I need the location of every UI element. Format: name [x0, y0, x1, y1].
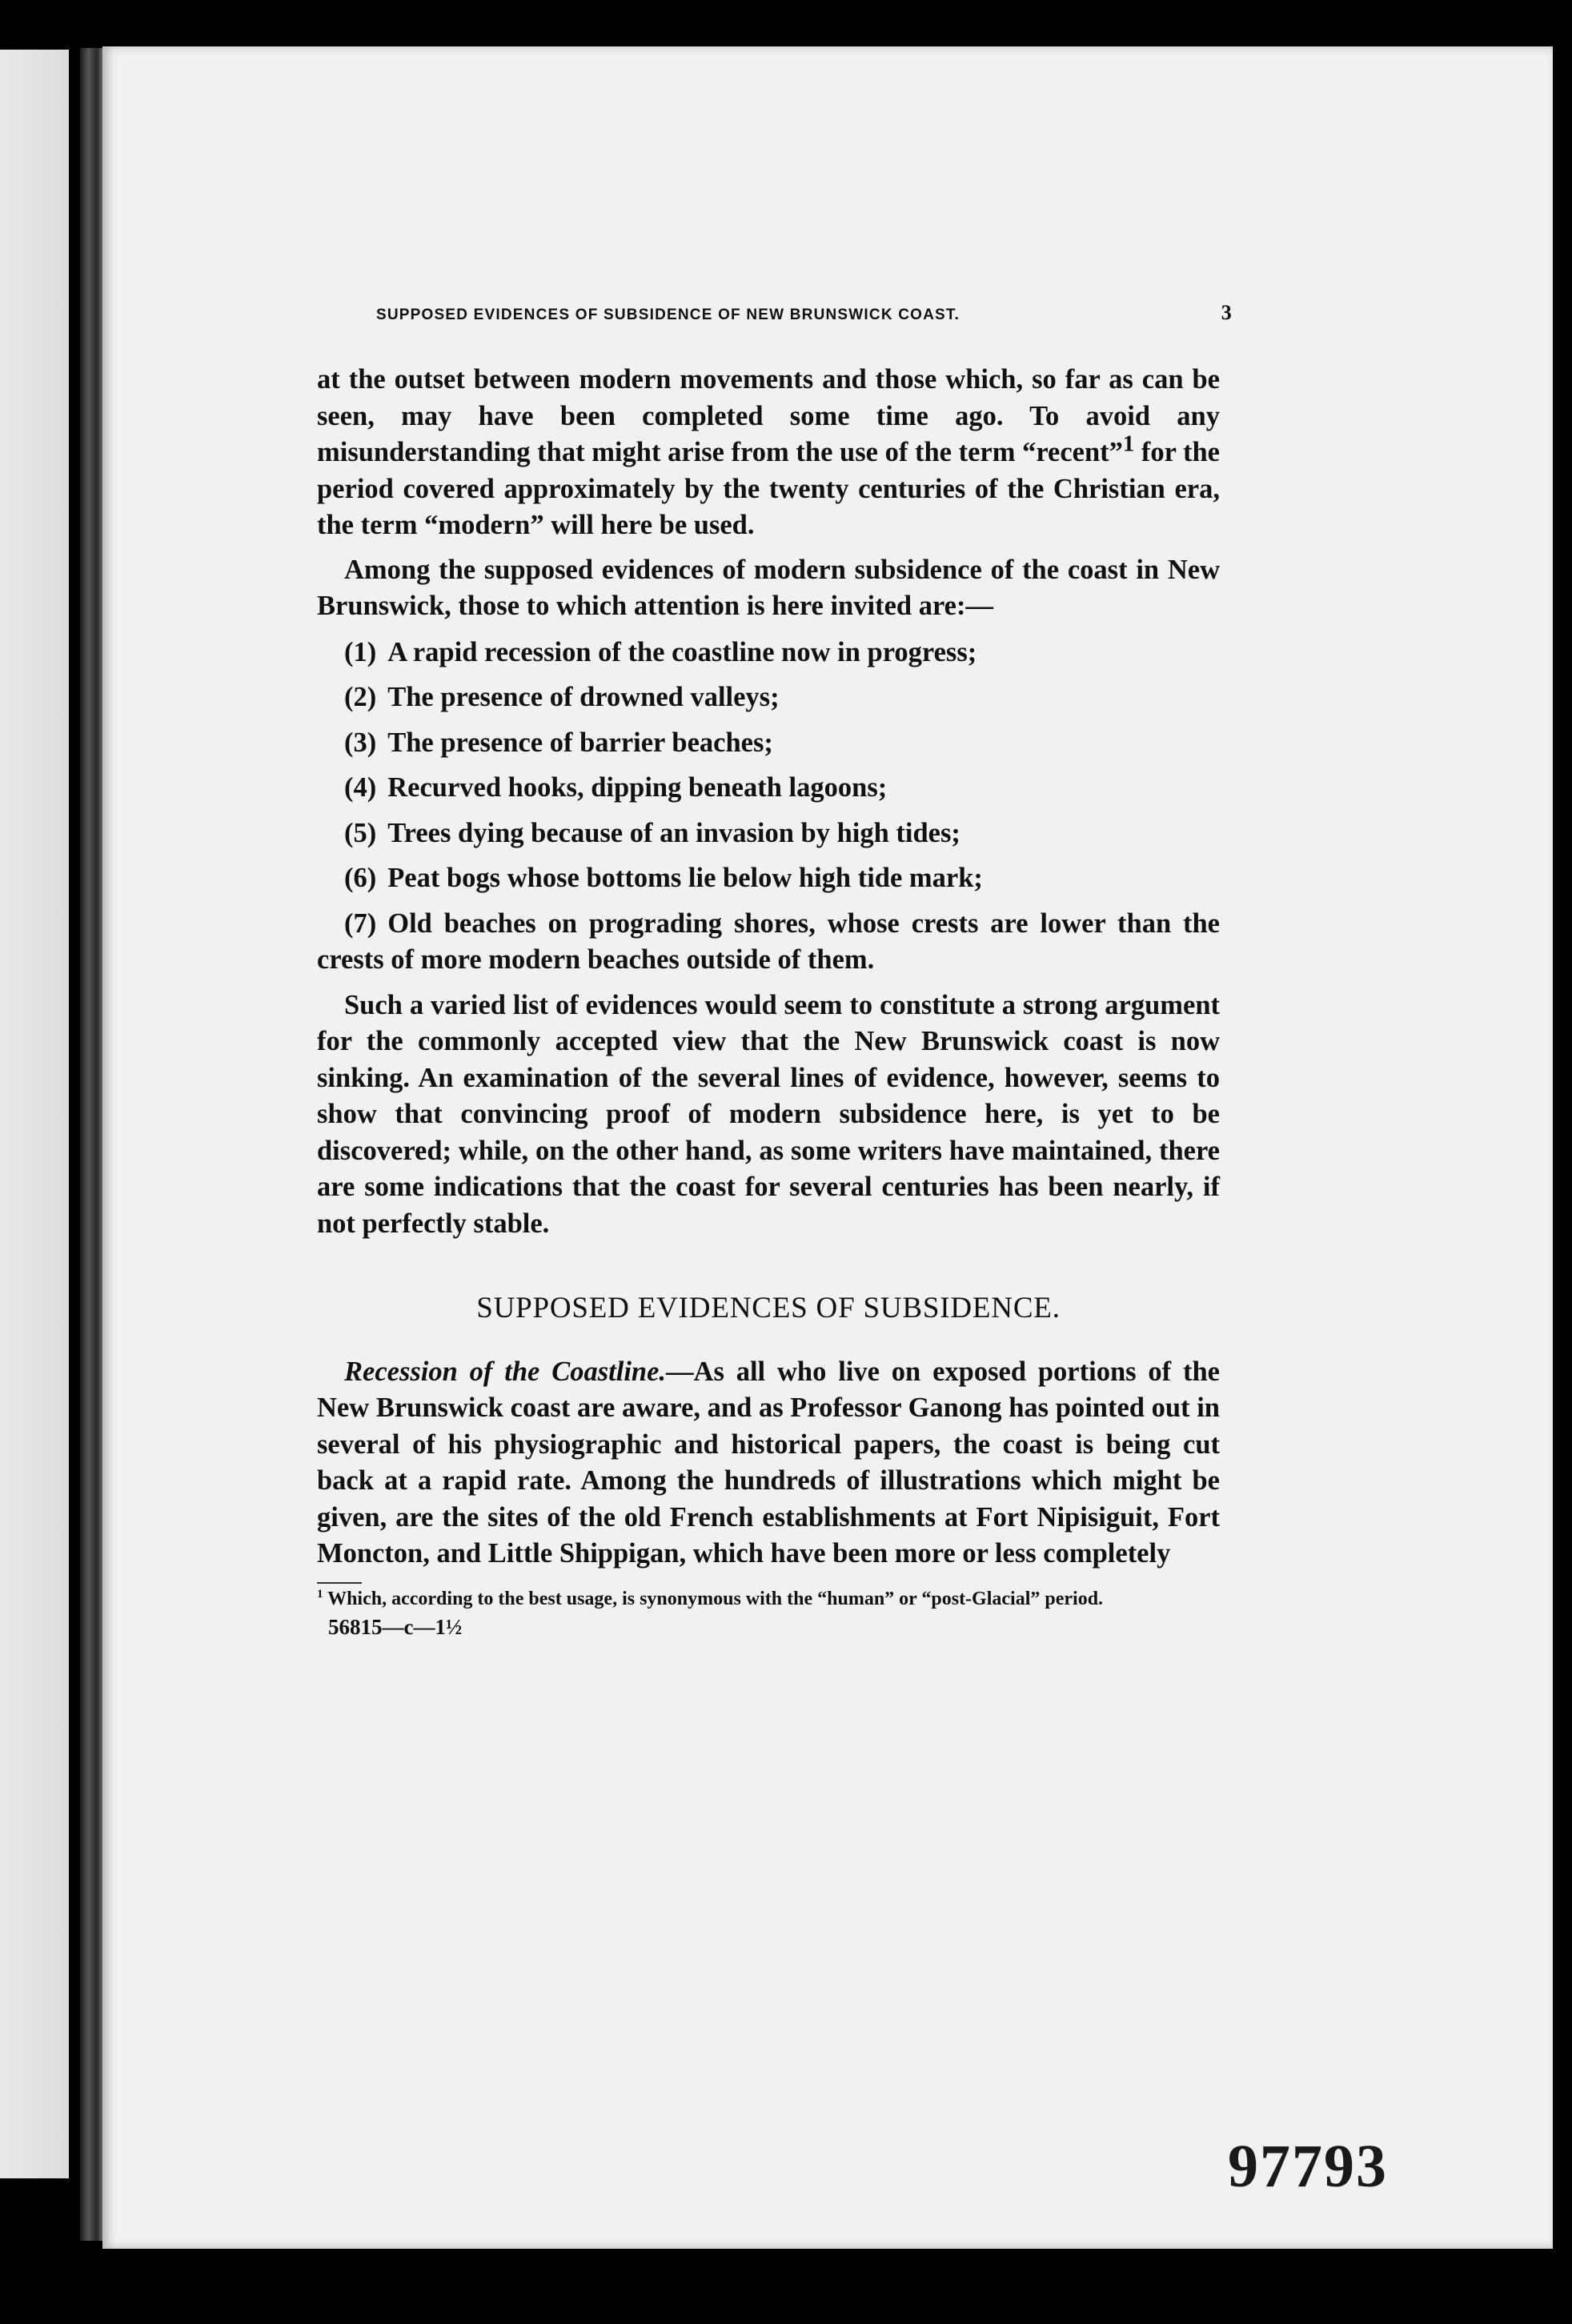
evidence-list: [317, 635, 1220, 979]
paragraph-4: Recession of the Coastline.—As all who live on exposed portions of the New Brunswick coast are aware, and as Professor Ganong has pointed out in several of his physiographic and historical papers, the coast is being cut back at a rapid rate. Among the hundreds of illustrations which might be given, are the sites of the old French establishments at Fort Nipisiguit, Fort Moncton, and Little Shippigan, which have been more or less completely: [317, 1356, 1220, 1569]
paragraph-2: Among the supposed evidences of modern subsidence of the coast in New Brunswick, those to which attention is here invited are:—: [317, 554, 1220, 621]
footnote-ref: 1: [1122, 431, 1135, 457]
list-item: (3) The presence of barrier beaches;: [344, 727, 773, 758]
running-head-title: SUPPOSED EVIDENCES OF SUBSIDENCE OF NEW BRUNSWICK COAST.: [376, 307, 960, 323]
section-heading: SUPPOSED EVIDENCES OF SUBSIDENCE.: [476, 1292, 1061, 1324]
scan-border-bottom: [0, 2249, 1572, 2324]
list-item: (5) Trees dying because of an invasion by high tides;: [344, 817, 960, 848]
printer-signature-mark: 56815—c—1½: [328, 1614, 463, 1639]
previous-page-edge: [0, 50, 69, 2178]
body-text: [317, 362, 1220, 1645]
paragraph-1: at the outset between modern movements and those which, so far as can be seen, may have been completed some time ago. To avoid any misunderstanding that might arise from the use of the term “recent”$^1$ for the period covered approximately by the twenty centuries of the Christian era, the term “modern” will here be used.: [317, 364, 1220, 540]
footnote-rule: [317, 1582, 362, 1584]
run-in-heading: Recession of the Coastline.: [344, 1356, 667, 1387]
running-head: [376, 301, 1233, 325]
paragraph-3: Such a varied list of evidences would seem to constitute a strong argument for the commonly accepted view that the New Brunswick coast is now sinking. An examination of the several lines of evidence, however, seems to show that convincing proof of modern subsidence here, is yet to be discovered; while, on the other hand, as some writers have maintained, there are some indications that the coast for several centuries has been nearly, if not perfectly stable.: [317, 989, 1220, 1239]
footnote: $^1$ Which, according to the best usage, is synonymous with the “human” or “post-Glacial” period.: [317, 1587, 1104, 1609]
page-number: 3: [1221, 301, 1233, 324]
list-item: (6) Peat bogs whose bottoms lie below high tide mark;: [344, 863, 983, 893]
list-item: (7) Old beaches on prograding shores, whose crests are lower than the crests of more modern beaches outside of them.: [317, 908, 1220, 975]
list-item: (1) A rapid recession of the coastline now in progress;: [344, 636, 977, 667]
list-item: (2) The presence of drowned valleys;: [344, 682, 780, 712]
archive-stamp-number: 97793: [1228, 2133, 1388, 2200]
list-item: (4) Recurved hooks, dipping beneath lagoons;: [344, 772, 888, 803]
binding-shadow: [80, 48, 104, 2241]
